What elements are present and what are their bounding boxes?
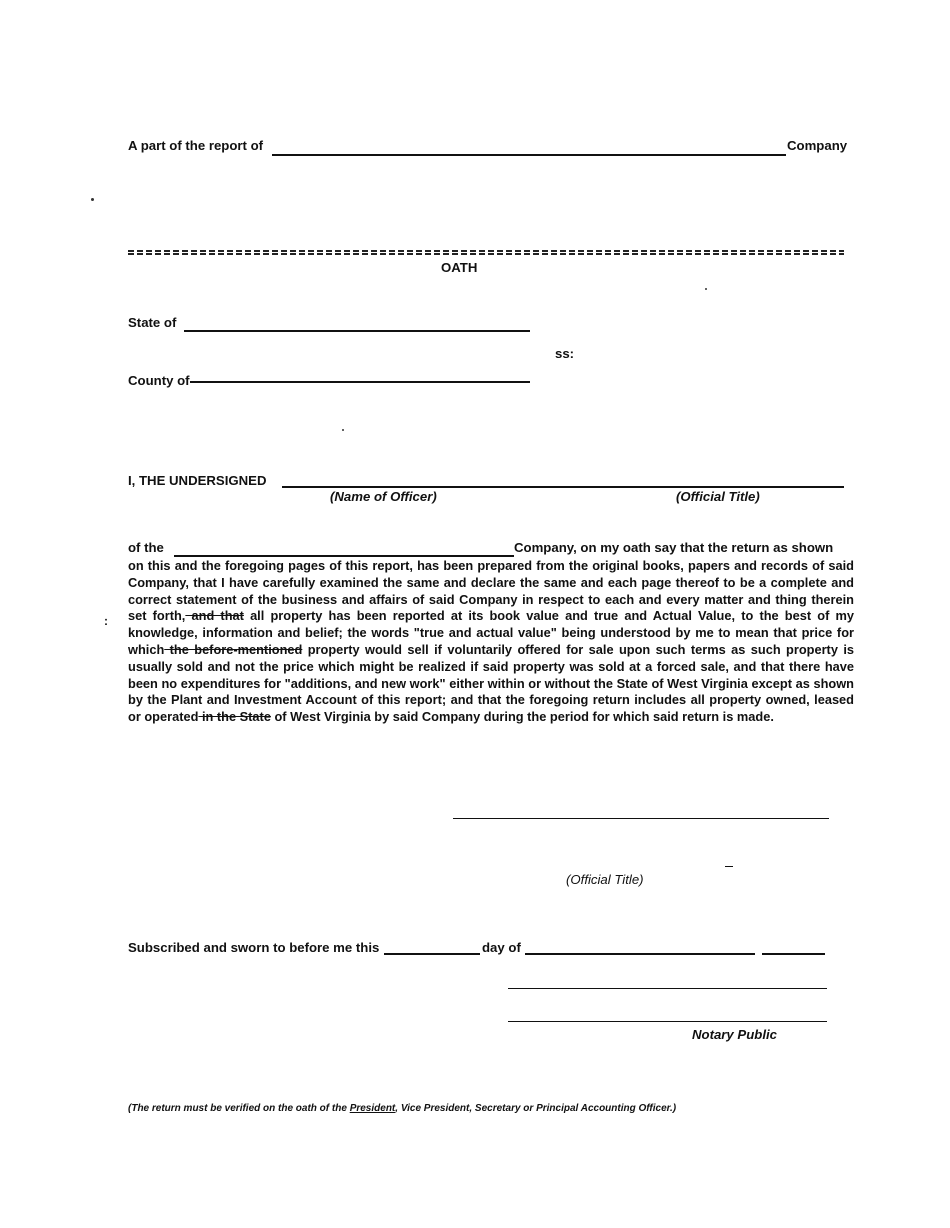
footnote-president: President [349,1103,396,1114]
official-title-caption: (Official Title) [676,489,760,504]
company-oath-lead: Company, on my oath say that the return as shown [514,540,834,555]
month-field[interactable] [525,953,755,955]
ss-label: ss: [555,346,575,361]
notary-line[interactable] [508,1021,827,1022]
day-of-label: day of [482,940,521,955]
scan-speck [91,198,94,201]
scan-speck [705,288,707,290]
signature-title-caption: (Official Title) [566,872,644,887]
state-field[interactable] [184,330,530,332]
oath-body-part2: all property has been reported at its book value and true and Actual Value, to the best of my knowledge, information and belief; the words "true and actual value" being understood by me to mean that price for which [128,608,855,657]
oath-body-strike1: and that [185,608,244,624]
double-dashed-divider [128,250,844,255]
oath-body-part4: of West Virginia by said Company during the period for which said return is made. [270,709,774,725]
footnote-prefix: (The return must be verified on the oath of the [128,1103,350,1114]
scan-speck [342,429,344,431]
year-field[interactable] [762,953,825,955]
county-field[interactable] [190,381,530,383]
subscribed-label: Subscribed and sworn to before me this [128,940,380,955]
oath-title: OATH [441,260,478,275]
of-the-label: of the [128,540,164,555]
day-field[interactable] [384,953,480,955]
report-of-label: A part of the report of [128,138,264,153]
undersigned-label: I, THE UNDERSIGNED [128,473,267,488]
name-of-officer-caption: (Name of Officer) [330,489,437,504]
margin-mark: : [104,614,108,628]
notary-signature-line[interactable] [508,988,827,989]
signature-line[interactable] [453,818,829,819]
scan-mark [725,866,733,867]
state-label: State of [128,315,177,330]
verification-footnote [128,1103,676,1114]
oath-body-part1: on this and the foregoing pages of this report, has been prepared from the original books, papers and records of said Company, that I have carefully examined the same and declare the same and each page thereof to be a complete and correct statement of the business and affairs of said Company in respect to each and every matter and thing therein set forth, [128,558,854,624]
oath-body-strike2: the before-mentioned [164,641,303,657]
oath-statement [128,558,854,726]
company-label: Company [787,138,848,153]
footnote-suffix: , Vice President, Secretary or Principal Accounting Officer.) [395,1103,677,1114]
company-field[interactable] [174,555,514,557]
oath-body-strike3: in the State [198,709,271,725]
oath-body-part3: property would sell if voluntarily offered for sale upon such terms as such property is usually sold and not the price which might be realized if said property was sold at a forced sale, and that there have been no expenditures for "additions, and new work" either within or without the State of West Virginia except as shown by the Plant and Investment Account of this report; and that the foregoing return includes all property owned, leased or operated [128,641,855,725]
notary-public-caption: Notary Public [692,1027,778,1042]
officer-name-title-field[interactable] [282,486,844,488]
company-name-blank[interactable] [272,154,786,156]
county-label: County of [128,373,190,388]
